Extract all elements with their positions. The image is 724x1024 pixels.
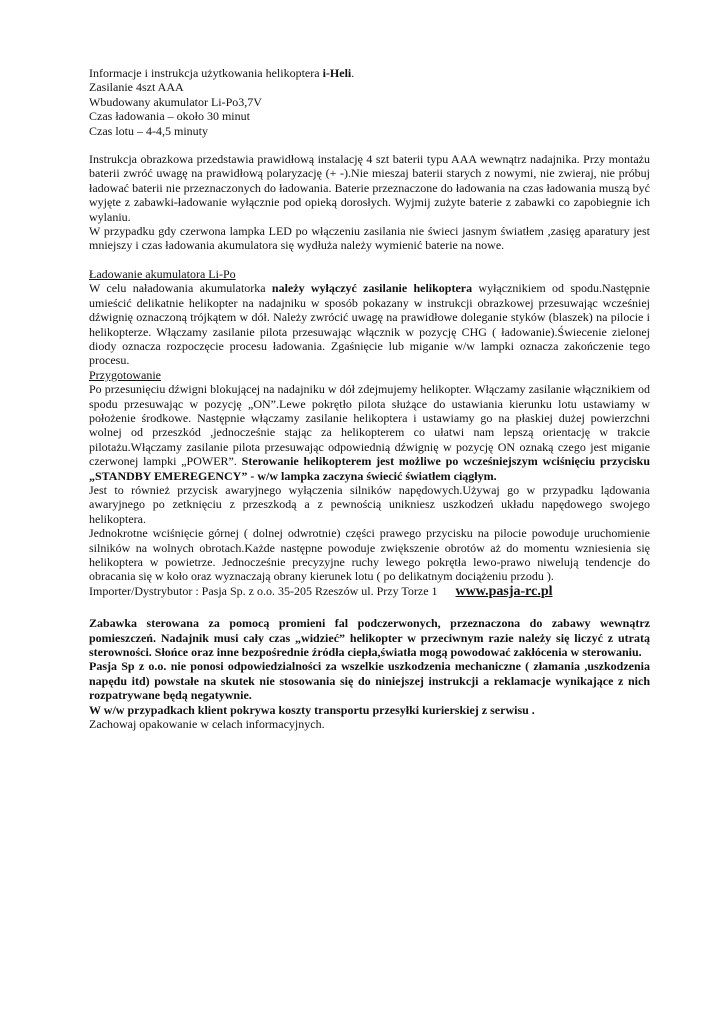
preparation-text-1: Po przesunięciu dźwigni blokującej na nadajniku w dół zdejmujemy helikopter. Włączamy zasilanie włącznikiem od spodu przesuwając w pozycję „ON”.Lewe pokrętło pilota służące do ustawiania kierunku lotu ustawiamy w położenie środkowe. Następnie włączamy zasilanie helikoptera i ustawiamy go na płaskiej dużej powierzchni wolnej od przeszkód ,jednocześnie stając za helikopterem co ułatwi nam lepszą orientację w trakcie pilotażu.Włączamy zasilanie pilota przesuwając odpowiednią dźwignię w pozycję ON oznaką czego jest miganie czerwonej lampki „POWER”. [89,382,650,469]
charging-text-2: wyłącznikiem od spodu.Następnie umieścić delikatnie helikopter na nadajniku w sposób pokazany w instrukcji obrazkowej przesuwając wcześniej dźwignię oznaczoną trójkątem w dół. Należy zwrócić uwagę na prawidłowe doleganie styków (blaszek) na pilocie i helikopterze. Włączamy zasilanie pilota przesuwając włącznik w pozycję CHG ( ładowanie).Świecenie zielonej diody oznacza rozpoczęcie procesu ładowania. Zgaśnięcie lub miganie w/w lampki oznacza zakończenie tego procesu. [89,281,650,368]
spec-charge-time: Czas ładowania – około 30 minut [89,109,250,124]
emergency-paragraph: Jest to również przycisk awaryjnego wyłączenia silników napędowych.Używaj go w przypadku lądowania awaryjnego po zetknięciu z przeszkodą a z pewnością unikniesz uszkodzeń układu napędowego swojego helikoptera. [89,482,650,526]
title-suffix: . [351,66,355,80]
warnings-section [89,616,650,731]
batteries-section [89,152,650,253]
document-title [89,66,650,80]
instruction-document [89,66,650,731]
led-paragraph: W przypadku gdy czerwona lampka LED po włączeniu zasilania nie świeci jasnym światłem ,zasięg aparatury jest mniejszy i czas ładowania akumulatora się wydłuża należy wymienić baterie na nowe. [89,224,650,253]
spec-battery: Wbudowany akumulator Li-Po3,7V [89,94,262,109]
liability-notice [89,659,650,702]
controls-paragraph: Jednokrotne wciśnięcie górnej ( dolnej odwrotnie) części prawego przycisku na pilocie powoduje uruchomienie silników na wolnych obrotach.Każde następne powoduje zwiększenie obrotów aż do momentu wzniesienia się helikoptera w powietrze. Jednocześnie precyzyjne ruchy lewego pokrętła lewo-prawo niwelują tendencje do obracania się w koło oraz wyznaczają obrany kierunek lotu ( po delikatnym dociążeniu przodu ). [89,526,650,584]
charging-text-1: W celu naładowania akumulatorka [89,281,272,296]
liability-notice-text: Pasja Sp z o.o. nie ponosi odpowiedzialności za wszelkie uszkodzenia mechaniczne ( złamania ,uszkodzenia napędu itd) powstałe na skutek nie stosowania się do niniejszej instrukcji a reklamacje wynikające z nich rozpatrywane będą negatywnie. [89,659,650,703]
infrared-warning [89,616,650,659]
importer-text: Importer/Dystrybutor : Pasja Sp. z o.o. 35-205 Rzeszów ul. Przy Torze 1 [89,583,438,598]
header-section [89,66,650,138]
spacer [89,253,650,267]
spec-power: Zasilanie 4szt AAA [89,80,184,95]
preparation-paragraph [89,382,650,483]
infrared-warning-text: Zabawka sterowana za pomocą promieni fal podczerwonych, przeznaczona do zabawy wewnątrz pomieszczeń. Nadajnik musi cały czas „widzieć” helikopter w przeciwnym razie należy się liczyć z utratą sterowności. Słońce oraz inne bezpośrednie źródła ciepła,światła mogą powodować zakłócenia w sterowaniu. [89,616,650,660]
charging-paragraph [89,281,650,367]
title-prefix: Informacje i instrukcja użytkowania helikoptera [89,66,323,80]
transport-notice-text: W w/w przypadkach klient pokrywa koszty transportu przesyłki kurierskiej z serwisu . [89,702,535,717]
spacer [89,599,650,616]
preparation-text-bold: Sterowanie helikopterem jest możliwe po wcześniejszym wciśnięciu przycisku „STANDBY EMEREGENCY” - w/w lampka zaczyna świecić światłem ciągłym. [89,454,651,483]
product-name: i-Heli [322,66,352,80]
spec-flight-time: Czas lotu – 4-4,5 minuty [89,123,208,138]
preparation-heading: Przygotowanie [89,367,161,382]
transport-notice [89,703,650,717]
charging-heading: Ładowanie akumulatora Li-Po [89,266,236,281]
website-link[interactable]: www.pasja-rc.pl [455,583,553,599]
charging-section [89,267,650,368]
packaging-note: Zachowaj opakowanie w celach informacyjnych. [89,717,325,732]
importer-line [89,584,650,599]
charging-text-bold: należy wyłączyć zasilanie helikoptera [271,281,473,296]
batteries-paragraph: Instrukcja obrazkowa przedstawia prawidłową instalację 4 szt baterii typu AAA wewnątrz nadajnika. Przy montażu baterii zwróć uwagę na prawidłową polaryzację (+ -).Nie mieszaj baterii starych z nowymi, nie zwieraj, nie próbuj ładować baterii nie przeznaczonych do ładowania. Baterie przeznaczone do ładowania na czas ładowania muszą być wyjęte z zabawki-ładowanie wyłącznie pod opieką dorosłych. Wyjmij zużyte baterie z zabawki co zapobiegnie ich wylaniu. [89,152,650,224]
preparation-section [89,368,650,600]
spacer [89,138,650,152]
